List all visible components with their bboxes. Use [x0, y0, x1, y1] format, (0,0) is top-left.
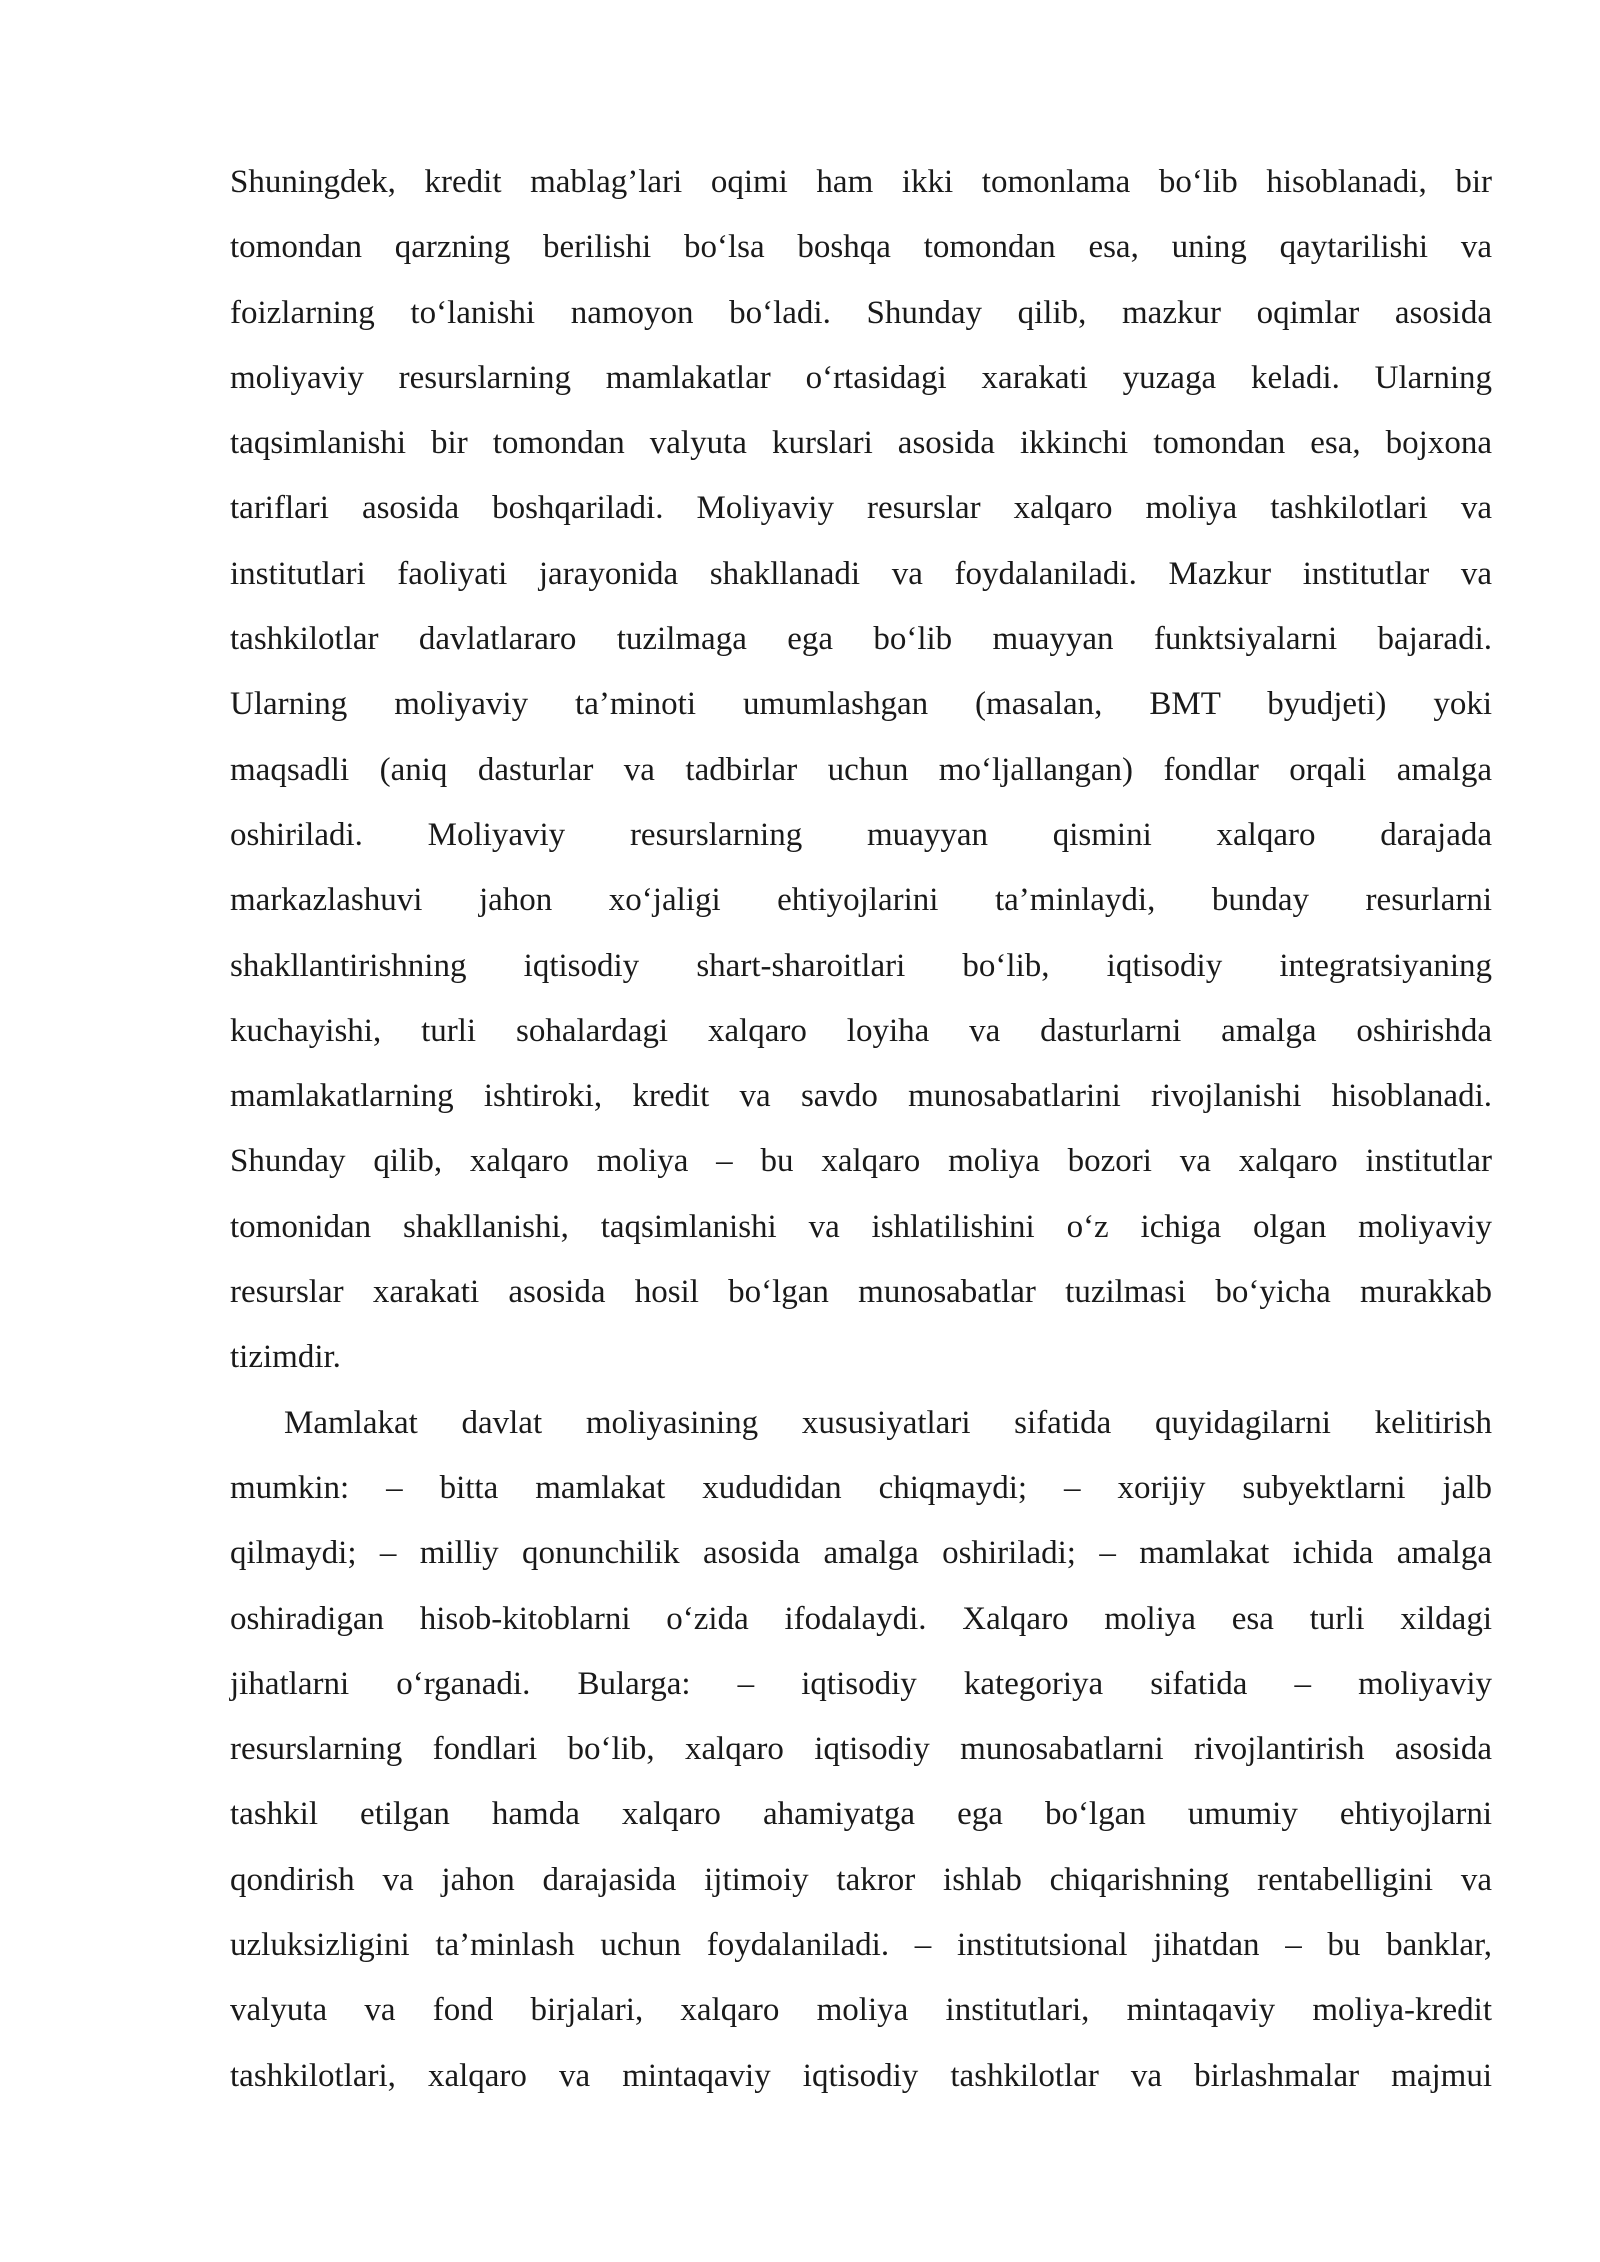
text-line: Ularning moliyaviy ta’minoti umumlashgan (masalan, BMT byudjeti) yoki: [230, 686, 1492, 723]
text-line: jihatlarni o‘rganadi. Bularga: – iqtisodiy kategoriya sifatida – moliyaviy: [230, 1665, 1492, 1702]
text-line: moliyaviy resurslarning mamlakatlar o‘rtasidagi xarakati yuzaga keladi. Ularning: [230, 359, 1492, 396]
text-line: tashkilotlari, xalqaro va mintaqaviy iqtisodiy tashkilotlar va birlashmalar majmui: [230, 2057, 1492, 2094]
text-line: Mamlakat davlat moliyasining xususiyatlari sifatida quyidagilarni kelitirish: [284, 1404, 1492, 1441]
text-line: foizlarning to‘lanishi namoyon bo‘ladi. Shunday qilib, mazkur oqimlar asosida: [230, 294, 1492, 331]
text-line: resurslar xarakati asosida hosil bo‘lgan munosabatlar tuzilmasi bo‘yicha murakkab: [230, 1274, 1492, 1311]
text-line: shakllantirishning iqtisodiy shart-sharoitlari bo‘lib, iqtisodiy integratsiyaning: [230, 947, 1492, 984]
text-line: qilmaydi; – milliy qonunchilik asosida amalga oshiriladi; – mamlakat ichida amalga: [230, 1535, 1492, 1572]
text-line: tizimdir.: [230, 1339, 341, 1376]
text-line: markazlashuvi jahon xo‘jaligi ehtiyojlarini ta’minlaydi, bunday resurlarni: [230, 882, 1492, 919]
text-line: resurslarning fondlari bo‘lib, xalqaro iqtisodiy munosabatlarni rivojlantirish asosida: [230, 1731, 1492, 1768]
text-line: tomonidan shakllanishi, taqsimlanishi va ishlatilishini o‘z ichiga olgan moliyaviy: [230, 1208, 1492, 1245]
paragraph-1: [230, 150, 1492, 1391]
paragraph-2: [230, 1391, 1492, 2109]
text-line: mamlakatlarning ishtiroki, kredit va savdo munosabatlarini rivojlanishi hisoblanadi.: [230, 1078, 1492, 1115]
text-line: institutlari faoliyati jarayonida shakllanadi va foydalaniladi. Mazkur institutlar va: [230, 555, 1492, 592]
text-line: tashkil etilgan hamda xalqaro ahamiyatga ega bo‘lgan umumiy ehtiyojlarni: [230, 1796, 1492, 1833]
text-line: Shuningdek, kredit mablag’lari oqimi ham ikki tomonlama bo‘lib hisoblanadi, bir: [230, 164, 1492, 200]
text-line: oshiriladi. Moliyaviy resurslarning muayyan qismini xalqaro darajada: [230, 816, 1492, 853]
text-line: tashkilotlar davlatlararo tuzilmaga ega bo‘lib muayyan funktsiyalarni bajaradi.: [230, 621, 1492, 658]
text-line: uzluksizligini ta’minlash uchun foydalaniladi. – institutsional jihatdan – bu banklar,: [230, 1927, 1492, 1964]
text-line: Shunday qilib, xalqaro moliya – bu xalqaro moliya bozori va xalqaro institutlar: [230, 1143, 1492, 1180]
text-line: tomondan qarzning berilishi bo‘lsa boshqa tomondan esa, uning qaytarilishi va: [230, 229, 1492, 266]
text-line: maqsadli (aniq dasturlar va tadbirlar uchun mo‘ljallangan) fondlar orqali amalga: [230, 751, 1492, 788]
text-line: oshiradigan hisob-kitoblarni o‘zida ifodalaydi. Xalqaro moliya esa turli xildagi: [230, 1600, 1492, 1637]
text-line: taqsimlanishi bir tomondan valyuta kurslari asosida ikkinchi tomondan esa, bojxona: [230, 425, 1492, 462]
text-line: mumkin: – bitta mamlakat xududidan chiqmaydi; – xorijiy subyektlarni jalb: [230, 1469, 1492, 1506]
text-line: tariflari asosida boshqariladi. Moliyaviy resurslar xalqaro moliya tashkilotlari va: [230, 490, 1492, 527]
text-line: valyuta va fond birjalari, xalqaro moliya institutlari, mintaqaviy moliya-kredit: [230, 1992, 1492, 2029]
body-text: [230, 150, 1492, 2109]
text-line: kuchayishi, turli sohalardagi xalqaro loyiha va dasturlarni amalga oshirishda: [230, 1012, 1492, 1049]
text-line: qondirish va jahon darajasida ijtimoiy takror ishlab chiqarishning rentabelligini va: [230, 1861, 1492, 1898]
